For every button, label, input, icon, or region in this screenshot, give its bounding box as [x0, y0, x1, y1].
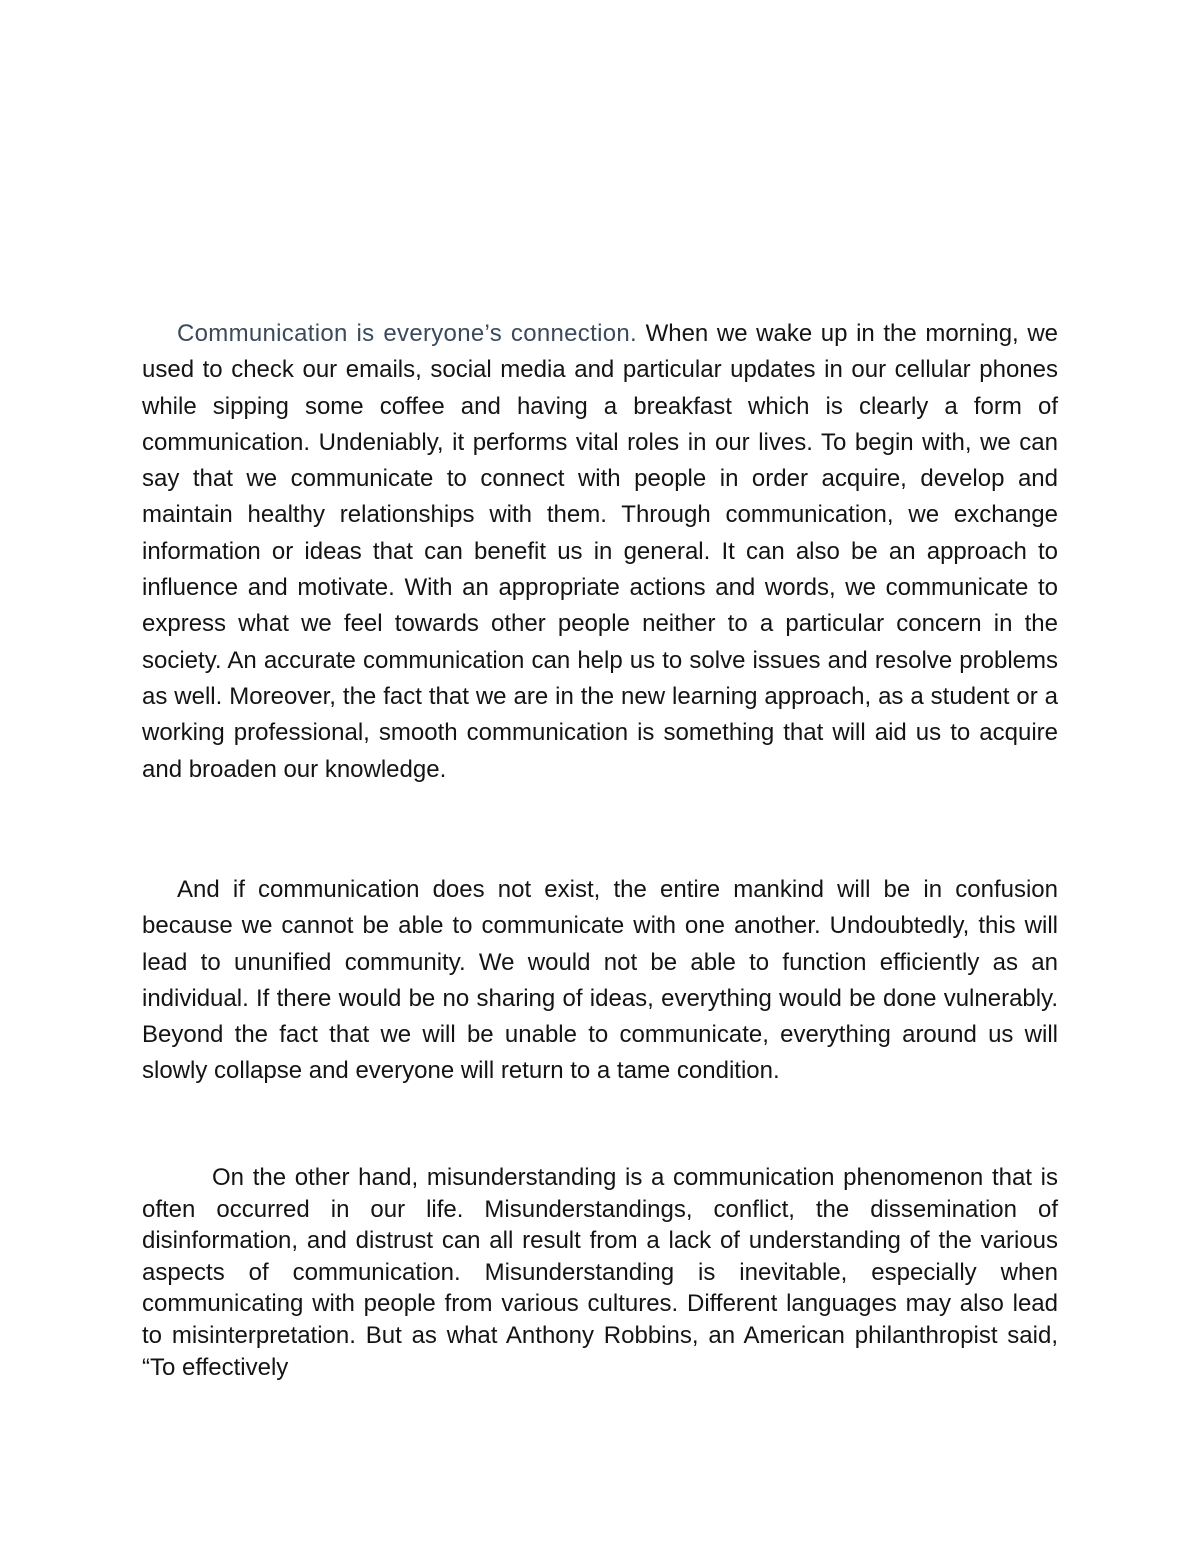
paragraph-2-body: And if communication does not exist, the entire mankind will be in confusion because we cannot be able to communicate with one another. Undoubtedly, this will lead to ununified community. We would not be able to function efficiently as an individual. If there would be no sharing of ideas, everything would be done vulnerably. Beyond the fact that we will be unable to communicate, everything around us will slowly collapse and everyone will return to a tame condition. — [142, 876, 1058, 1085]
paragraph-1-lead: Communication is everyone’s connection. — [177, 320, 637, 347]
paragraph-2 — [142, 872, 1058, 1090]
paragraph-3 — [142, 1162, 1058, 1383]
paragraph-3-body: On the other hand, misunderstanding is a communication phenomenon that is often occurred in our life. Misunderstandings, conflict, the dissemination of disinformation, and distrust can all result from a lack of understanding of the various aspects of communication. Misunderstanding is inevitable, especially when communicating with people from various cultures. Different languages may also lead to misinterpretation. But as what Anthony Robbins, an American philanthropist said, “To effectively — [142, 1164, 1058, 1381]
paragraph-1 — [142, 316, 1058, 788]
paragraph-1-body: When we wake up in the morning, we used to check our emails, social media and particular updates in our cellular phones while sipping some coffee and having a breakfast which is clearly a form of communication. Undeniably, it performs vital roles in our lives. To begin with, we can say that we communicate to connect with people in order acquire, develop and maintain healthy relationships with them. Through communication, we exchange information or ideas that can benefit us in general. It can also be an approach to influence and motivate. With an appropriate actions and words, we communicate to express what we feel towards other people neither to a particular concern in the society. An accurate communication can help us to solve issues and resolve problems as well. Moreover, the fact that we are in the new learning approach, as a student or a working professional, smooth communication is something that will aid us to acquire and broaden our knowledge. — [142, 320, 1058, 783]
